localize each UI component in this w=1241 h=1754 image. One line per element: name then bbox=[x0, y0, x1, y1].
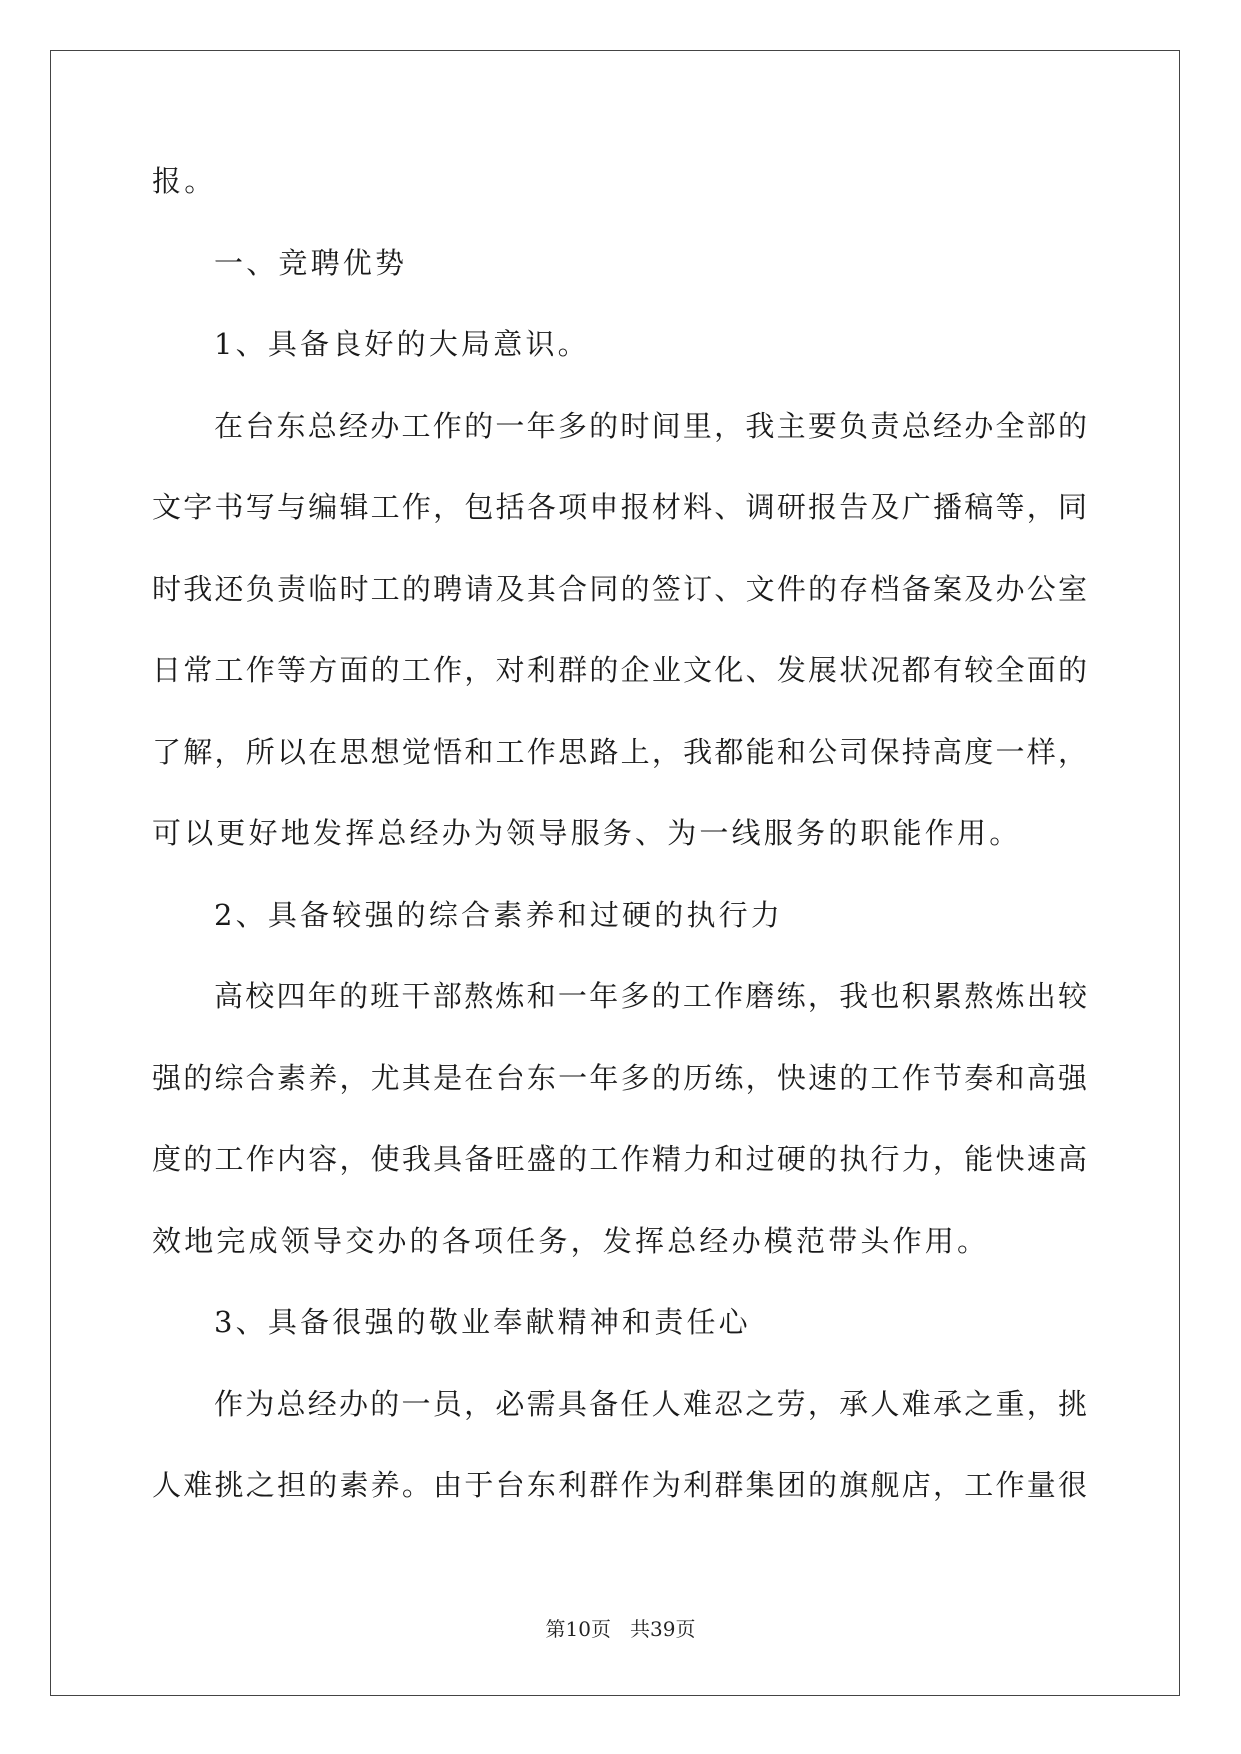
page-footer bbox=[0, 1617, 1241, 1641]
text-line: 文字书写与编辑工作，包括各项申报材料、调研报告及广播稿等，同 bbox=[152, 490, 1087, 524]
page-total: 共39页 bbox=[630, 1617, 696, 1641]
text-line: 度的工作内容，使我具备旺盛的工作精力和过硬的执行力，能快速高 bbox=[152, 1142, 1087, 1176]
text-line: 了解，所以在思想觉悟和工作思路上，我都能和公司保持高度一样， bbox=[152, 734, 1087, 769]
footer-spacer bbox=[611, 1617, 630, 1641]
section-heading: 一、竞聘优势 bbox=[214, 245, 408, 280]
text-line: 时我还负责临时工的聘请及其合同的签订、文件的存档备案及办公室 bbox=[152, 571, 1087, 606]
text-line: 报。 bbox=[152, 164, 217, 198]
subsection-heading: 2、具备较强的综合素养和过硬的执行力 bbox=[214, 897, 784, 932]
subsection-heading: 1、具备良好的大局意识。 bbox=[214, 327, 590, 361]
page-number: 第10页 bbox=[545, 1617, 611, 1641]
text-line: 作为总经办的一员，必需具备任人难忍之劳，承人难承之重，挑 bbox=[214, 1386, 1087, 1421]
text-line: 效地完成领导交办的各项任务，发挥总经办模范带头作用。 bbox=[152, 1223, 990, 1258]
text-line: 日常工作等方面的工作，对利群的企业文化、发展状况都有较全面的 bbox=[152, 653, 1087, 687]
text-line: 可以更好地发挥总经办为领导服务、为一线服务的职能作用。 bbox=[152, 816, 1022, 850]
subsection-heading: 3、具备很强的敬业奉献精神和责任心 bbox=[214, 1305, 751, 1339]
document-body bbox=[152, 165, 1087, 1551]
text-line: 高校四年的班干部熬炼和一年多的工作磨练，我也积累熬炼出较 bbox=[214, 979, 1087, 1013]
text-line: 强的综合素养，尤其是在台东一年多的历练，快速的工作节奏和高强 bbox=[152, 1060, 1087, 1095]
text-line: 在台东总经办工作的一年多的时间里，我主要负责总经办全部的 bbox=[214, 408, 1087, 443]
text-line: 人难挑之担的素养。由于台东利群作为利群集团的旗舰店，工作量很 bbox=[152, 1468, 1087, 1502]
